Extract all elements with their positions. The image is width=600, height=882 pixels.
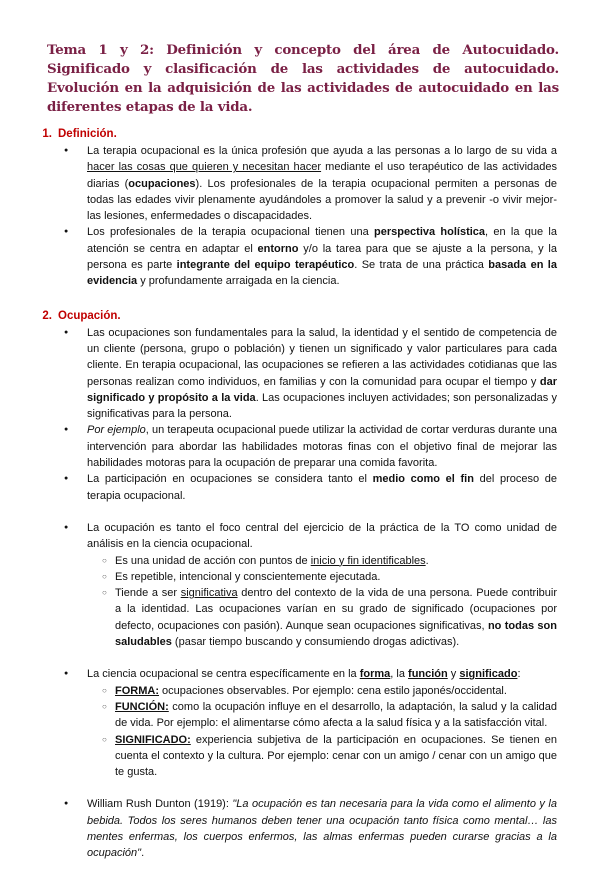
bullet-item bbox=[22, 471, 557, 504]
text-segment: y profundamente arraigada en la ciencia. bbox=[137, 275, 340, 288]
spacer bbox=[22, 504, 562, 520]
text-segment: Es una unidad de acción con puntos de bbox=[115, 554, 311, 567]
text-segment: significado bbox=[459, 668, 518, 681]
bullet-item bbox=[22, 422, 557, 471]
text-segment: Es repetible, intencional y conscientemente ejecutada. bbox=[115, 570, 381, 583]
sub-bullet-item bbox=[22, 732, 557, 781]
bullet-item bbox=[22, 520, 557, 553]
section-ocupacion bbox=[22, 308, 562, 862]
text-segment: Las ocupaciones son fundamentales para la salud, la identidad y el sentido de competencia de un cliente (persona, grupo o población) y tienen un significado y valor particulares para cada cliente. En terapia ocupacional, las ocupaciones se refieren a las actividades cotidianas que las personas realizan como individuos, en familias y con la comunidad para ocupar el tiempo y bbox=[87, 326, 557, 388]
section-heading-text: Definición. bbox=[58, 128, 117, 140]
sub-bullet-item bbox=[22, 585, 557, 650]
bullet-item bbox=[22, 224, 557, 289]
text-segment: función bbox=[408, 668, 448, 681]
text-segment: ocupaciones observables. Por ejemplo: cena estilo japonés/occidental. bbox=[159, 684, 507, 697]
text-segment: inicio y fin identificables bbox=[310, 554, 426, 567]
bullet-list bbox=[22, 325, 562, 862]
sub-bullet-item bbox=[22, 683, 557, 699]
text-segment: La terapia ocupacional es la única profesión que ayuda a las personas a lo largo de su vida a bbox=[87, 145, 557, 157]
text-segment: como la ocupación influye en el desarrollo, la adaptación, la salud y la calidad de vida. Por ejemplo: el alimentarse cómo afecta a la salud física y a la satisfacción vital. bbox=[115, 700, 557, 730]
text-segment: dentro del contexto de la vida de una persona. Puede contribuir a la identidad. Las ocupaciones varían en su grado de significado (ocupaciones por defecto, ocupaciones con pasión). Aunque sean ocupaciones significativas, bbox=[115, 587, 558, 632]
document-title: Tema 1 y 2: Definición y concepto del área de Autocuidado. Significado y clasificación de las actividades de autocuidado. Evolución en la adquisición de las actividades de autocuidado en las diferentes etapas de la vida. bbox=[47, 42, 559, 115]
text-segment: integrante del equipo terapéutico bbox=[176, 259, 355, 272]
text-segment: entorno bbox=[257, 242, 299, 255]
section-number: 2. bbox=[42, 309, 52, 322]
sub-bullet-item bbox=[22, 569, 557, 585]
text-segment: del proceso de terapia ocupacional. bbox=[87, 473, 557, 502]
text-segment: La ciencia ocupacional se centra específicamente en la bbox=[87, 668, 360, 681]
section-number: 1. bbox=[42, 128, 52, 140]
text-segment: Los profesionales de la terapia ocupacional tienen una bbox=[87, 226, 374, 239]
bullet-item bbox=[22, 325, 557, 423]
text-segment: (pasar tiempo buscando y consumiendo drogas adictivas). bbox=[171, 636, 460, 649]
text-segment: FUNCIÓN: bbox=[115, 700, 169, 713]
text-segment: . Las ocupaciones incluyen actividades; son personalizadas y significativas para la persona. bbox=[87, 391, 557, 421]
bullet-item bbox=[22, 666, 557, 682]
text-segment: , la bbox=[390, 668, 409, 681]
sub-bullet-item bbox=[22, 699, 557, 732]
text-segment: significativa bbox=[180, 587, 238, 600]
text-segment: La participación en ocupaciones se considera tanto el bbox=[87, 473, 373, 486]
bullet-list bbox=[22, 143, 562, 290]
text-segment: y bbox=[447, 668, 460, 681]
text-segment: . bbox=[425, 554, 429, 567]
section-heading-text: Ocupación. bbox=[58, 309, 121, 322]
text-segment: no todas son saludables bbox=[115, 619, 557, 649]
text-segment: FORMA: bbox=[115, 684, 159, 697]
bullet-item bbox=[22, 796, 557, 861]
text-segment: "La ocupación es tan necesaria para la vida como el alimento y la bebida. Todos los seres humanos deben tener una ocupación tanto física como mental… las mentes enfermas, los cuerpos enfermos, las almas enfermas pueden curarse gracias a la ocupación" bbox=[87, 798, 557, 860]
text-segment: William Rush Dunton (1919): bbox=[87, 798, 233, 811]
text-segment: . bbox=[141, 847, 145, 860]
text-segment: La ocupación es tanto el foco central del ejercicio de la práctica de la TO como unidad de análisis en la ciencia ocupacional. bbox=[87, 521, 557, 551]
text-segment: forma bbox=[359, 668, 391, 681]
bullet-item bbox=[22, 143, 557, 224]
sub-bullet-item bbox=[22, 553, 557, 569]
text-segment: dar significado y propósito a la vida bbox=[87, 375, 557, 404]
text-segment: basada en la evidencia bbox=[87, 259, 557, 288]
text-segment: SIGNIFICADO: bbox=[115, 733, 191, 746]
spacer bbox=[22, 650, 562, 666]
spacer bbox=[22, 780, 562, 796]
text-segment: perspectiva holística bbox=[373, 226, 486, 239]
text-segment: Tiende a ser bbox=[115, 587, 181, 600]
text-segment: Por ejemplo bbox=[87, 424, 146, 437]
text-segment: y/o la tarea para que se ajuste a la persona, y la persona es parte bbox=[87, 242, 557, 272]
section-heading bbox=[22, 308, 562, 325]
text-segment: experiencia subjetiva de la participación en ocupaciones. Se tienen en cuenta el contexto y la cultura. Por ejemplo: cenar con un amigo / cenar con un amigo que te gusta. bbox=[115, 733, 557, 779]
text-segment: . Se trata de una práctica bbox=[354, 259, 489, 272]
text-segment: mediante el uso terapéutico de las actividades diarias ( bbox=[87, 161, 557, 190]
text-segment: ocupaciones bbox=[128, 177, 196, 190]
section-definicion bbox=[22, 126, 562, 290]
text-segment: hacer las cosas que quieren y necesitan hacer bbox=[87, 161, 322, 174]
text-segment: medio como el fin bbox=[372, 473, 474, 486]
text-segment: , en la que la atención se centra en adaptar el bbox=[87, 226, 557, 255]
text-segment: , un terapeuta ocupacional puede utilizar la actividad de cortar verduras durante una intervención para abordar las habilidades motoras finas con el objetivo final de mejorar las habilidades motoras para la ocupación de preparar una comida favorita. bbox=[87, 424, 557, 470]
text-segment: : bbox=[517, 668, 521, 681]
section-heading bbox=[22, 126, 562, 143]
text-segment: ). Los profesionales de la terapia ocupacional permiten a personas de todas las edades vivir plenamente ayudándoles a promover la salud y a prevenir -o vivir mejor- las lesiones, enfermedades o discapacidades. bbox=[87, 177, 557, 223]
